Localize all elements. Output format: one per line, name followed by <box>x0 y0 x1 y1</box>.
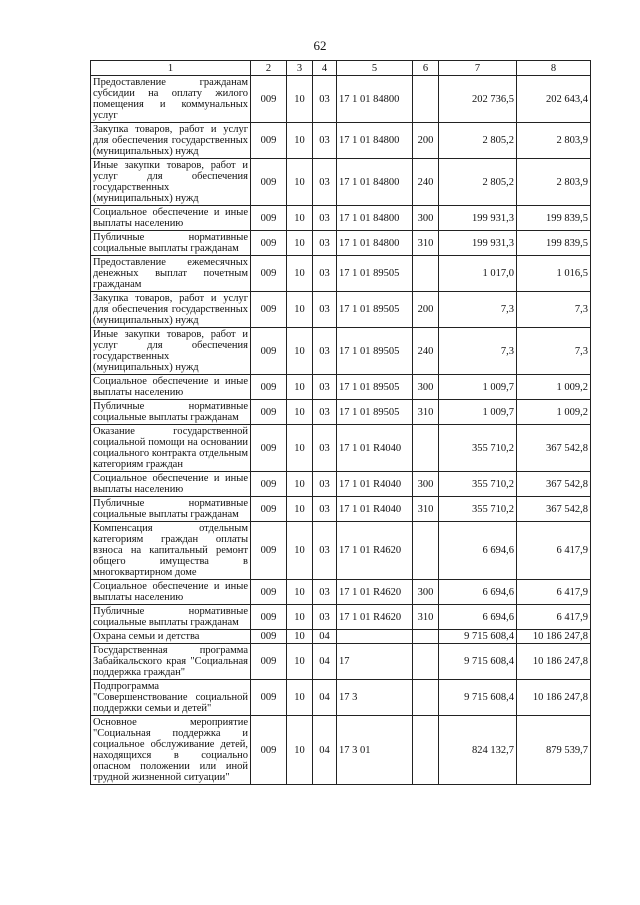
row-name-cell: Основное мероприятие "Социальная поддержка и социальное обслуживание детей, находящихся в социально опасном положении или иной трудной жизненной ситуации" <box>91 716 251 785</box>
expense-type-cell: 300 <box>413 472 439 497</box>
header-row <box>91 61 591 76</box>
target-article-cell: 17 1 01 R4620 <box>337 580 413 605</box>
table-row <box>91 123 591 159</box>
row-name-cell: Закупка товаров, работ и услуг для обеспечения государственных (муниципальных) нужд <box>91 292 251 328</box>
column-header-3: 3 <box>287 61 313 76</box>
target-article-cell: 17 1 01 R4620 <box>337 522 413 580</box>
amount-year2-cell: 199 839,5 <box>517 231 591 256</box>
column-header-4: 4 <box>313 61 337 76</box>
section-cell: 10 <box>287 680 313 716</box>
expense-type-cell: 200 <box>413 123 439 159</box>
subsection-cell: 03 <box>313 231 337 256</box>
expense-type-cell <box>413 76 439 123</box>
section-cell: 10 <box>287 425 313 472</box>
row-name-cell: Публичные нормативные социальные выплаты гражданам <box>91 605 251 630</box>
row-name-cell: Иные закупки товаров, работ и услуг для обеспечения государственных (муниципальных) нужд <box>91 328 251 375</box>
section-cell: 10 <box>287 375 313 400</box>
admin-code-cell: 009 <box>251 680 287 716</box>
target-article-cell: 17 1 01 89505 <box>337 256 413 292</box>
section-cell: 10 <box>287 580 313 605</box>
amount-year2-cell: 7,3 <box>517 328 591 375</box>
budget-table <box>90 60 591 785</box>
amount-year1-cell: 9 715 608,4 <box>439 680 517 716</box>
amount-year2-cell: 7,3 <box>517 292 591 328</box>
target-article-cell: 17 1 01 89505 <box>337 375 413 400</box>
table-row <box>91 231 591 256</box>
subsection-cell: 03 <box>313 580 337 605</box>
amount-year1-cell: 355 710,2 <box>439 472 517 497</box>
target-article-cell: 17 3 01 <box>337 716 413 785</box>
section-cell: 10 <box>287 716 313 785</box>
subsection-cell: 03 <box>313 292 337 328</box>
amount-year2-cell: 10 186 247,8 <box>517 680 591 716</box>
amount-year1-cell: 9 715 608,4 <box>439 644 517 680</box>
amount-year1-cell: 1 009,7 <box>439 400 517 425</box>
amount-year1-cell: 355 710,2 <box>439 497 517 522</box>
amount-year1-cell: 7,3 <box>439 328 517 375</box>
row-name-cell: Закупка товаров, работ и услуг для обеспечения государственных (муниципальных) нужд <box>91 123 251 159</box>
section-cell: 10 <box>287 159 313 206</box>
row-name-cell: Охрана семьи и детства <box>91 630 251 644</box>
column-header-5: 5 <box>337 61 413 76</box>
expense-type-cell <box>413 680 439 716</box>
section-cell: 10 <box>287 256 313 292</box>
admin-code-cell: 009 <box>251 605 287 630</box>
target-article-cell: 17 1 01 R4040 <box>337 497 413 522</box>
section-cell: 10 <box>287 206 313 231</box>
target-article-cell: 17 <box>337 644 413 680</box>
amount-year1-cell: 6 694,6 <box>439 605 517 630</box>
subsection-cell: 03 <box>313 400 337 425</box>
target-article-cell: 17 1 01 84800 <box>337 159 413 206</box>
section-cell: 10 <box>287 76 313 123</box>
amount-year2-cell: 367 542,8 <box>517 497 591 522</box>
subsection-cell: 03 <box>313 76 337 123</box>
row-name-cell: Предоставление гражданам субсидии на оплату жилого помещения и коммунальных услуг <box>91 76 251 123</box>
admin-code-cell: 009 <box>251 123 287 159</box>
subsection-cell: 03 <box>313 472 337 497</box>
amount-year2-cell: 202 643,4 <box>517 76 591 123</box>
column-header-8: 8 <box>517 61 591 76</box>
amount-year2-cell: 1 016,5 <box>517 256 591 292</box>
target-article-cell: 17 1 01 84800 <box>337 76 413 123</box>
subsection-cell: 04 <box>313 644 337 680</box>
table-row <box>91 716 591 785</box>
row-name-cell: Иные закупки товаров, работ и услуг для обеспечения государственных (муниципальных) нужд <box>91 159 251 206</box>
amount-year2-cell: 10 186 247,8 <box>517 630 591 644</box>
subsection-cell: 04 <box>313 716 337 785</box>
subsection-cell: 03 <box>313 206 337 231</box>
section-cell: 10 <box>287 630 313 644</box>
admin-code-cell: 009 <box>251 472 287 497</box>
expense-type-cell <box>413 630 439 644</box>
table-body <box>91 76 591 785</box>
expense-type-cell: 300 <box>413 580 439 605</box>
admin-code-cell: 009 <box>251 292 287 328</box>
amount-year1-cell: 2 805,2 <box>439 159 517 206</box>
column-header-2: 2 <box>251 61 287 76</box>
target-article-cell: 17 3 <box>337 680 413 716</box>
target-article-cell <box>337 630 413 644</box>
expense-type-cell: 300 <box>413 375 439 400</box>
section-cell: 10 <box>287 292 313 328</box>
target-article-cell: 17 1 01 R4040 <box>337 425 413 472</box>
table-row <box>91 630 591 644</box>
admin-code-cell: 009 <box>251 580 287 605</box>
target-article-cell: 17 1 01 89505 <box>337 292 413 328</box>
amount-year2-cell: 879 539,7 <box>517 716 591 785</box>
expense-type-cell <box>413 256 439 292</box>
admin-code-cell: 009 <box>251 159 287 206</box>
table-row <box>91 256 591 292</box>
amount-year1-cell: 7,3 <box>439 292 517 328</box>
amount-year1-cell: 199 931,3 <box>439 231 517 256</box>
table-row <box>91 375 591 400</box>
column-header-7: 7 <box>439 61 517 76</box>
admin-code-cell: 009 <box>251 231 287 256</box>
amount-year1-cell: 202 736,5 <box>439 76 517 123</box>
admin-code-cell: 009 <box>251 375 287 400</box>
amount-year2-cell: 2 803,9 <box>517 123 591 159</box>
section-cell: 10 <box>287 644 313 680</box>
expense-type-cell: 310 <box>413 497 439 522</box>
table-row <box>91 680 591 716</box>
table-row <box>91 522 591 580</box>
admin-code-cell: 009 <box>251 328 287 375</box>
table-row <box>91 425 591 472</box>
section-cell: 10 <box>287 522 313 580</box>
row-name-cell: Публичные нормативные социальные выплаты гражданам <box>91 497 251 522</box>
amount-year1-cell: 1 009,7 <box>439 375 517 400</box>
section-cell: 10 <box>287 328 313 375</box>
expense-type-cell: 240 <box>413 159 439 206</box>
admin-code-cell: 009 <box>251 716 287 785</box>
amount-year2-cell: 6 417,9 <box>517 605 591 630</box>
target-article-cell: 17 1 01 84800 <box>337 231 413 256</box>
subsection-cell: 03 <box>313 425 337 472</box>
admin-code-cell: 009 <box>251 400 287 425</box>
amount-year2-cell: 199 839,5 <box>517 206 591 231</box>
subsection-cell: 03 <box>313 375 337 400</box>
expense-type-cell: 310 <box>413 400 439 425</box>
amount-year1-cell: 6 694,6 <box>439 580 517 605</box>
amount-year1-cell: 2 805,2 <box>439 123 517 159</box>
table-row <box>91 400 591 425</box>
row-name-cell: Предоставление ежемесячных денежных выплат почетным гражданам <box>91 256 251 292</box>
expense-type-cell <box>413 716 439 785</box>
target-article-cell: 17 1 01 89505 <box>337 328 413 375</box>
admin-code-cell: 009 <box>251 644 287 680</box>
target-article-cell: 17 1 01 89505 <box>337 400 413 425</box>
page-number: 62 <box>313 38 327 53</box>
expense-type-cell <box>413 425 439 472</box>
expense-type-cell: 300 <box>413 206 439 231</box>
row-name-cell: Социальное обеспечение и иные выплаты населению <box>91 206 251 231</box>
table-row <box>91 605 591 630</box>
amount-year2-cell: 367 542,8 <box>517 425 591 472</box>
row-name-cell: Подпрограмма "Совершенствование социальной поддержки семьи и детей" <box>91 680 251 716</box>
row-name-cell: Оказание государственной социальной помощи на основании социального контракта отдельным категориям граждан <box>91 425 251 472</box>
admin-code-cell: 009 <box>251 425 287 472</box>
admin-code-cell: 009 <box>251 522 287 580</box>
amount-year2-cell: 6 417,9 <box>517 522 591 580</box>
row-name-cell: Публичные нормативные социальные выплаты гражданам <box>91 400 251 425</box>
row-name-cell: Публичные нормативные социальные выплаты гражданам <box>91 231 251 256</box>
amount-year2-cell: 10 186 247,8 <box>517 644 591 680</box>
amount-year2-cell: 1 009,2 <box>517 400 591 425</box>
admin-code-cell: 009 <box>251 76 287 123</box>
expense-type-cell <box>413 522 439 580</box>
column-header-6: 6 <box>413 61 439 76</box>
section-cell: 10 <box>287 605 313 630</box>
table-row <box>91 76 591 123</box>
subsection-cell: 03 <box>313 605 337 630</box>
amount-year1-cell: 355 710,2 <box>439 425 517 472</box>
expense-type-cell: 200 <box>413 292 439 328</box>
target-article-cell: 17 1 01 84800 <box>337 123 413 159</box>
subsection-cell: 03 <box>313 159 337 206</box>
amount-year2-cell: 2 803,9 <box>517 159 591 206</box>
column-header-1: 1 <box>91 61 251 76</box>
amount-year2-cell: 1 009,2 <box>517 375 591 400</box>
target-article-cell: 17 1 01 84800 <box>337 206 413 231</box>
row-name-cell: Государственная программа Забайкальского края "Социальная поддержка граждан" <box>91 644 251 680</box>
amount-year1-cell: 6 694,6 <box>439 522 517 580</box>
section-cell: 10 <box>287 472 313 497</box>
amount-year2-cell: 6 417,9 <box>517 580 591 605</box>
row-name-cell: Компенсация отдельным категориям граждан оплаты взноса на капитальный ремонт общего имущества в многоквартирном доме <box>91 522 251 580</box>
table-row <box>91 328 591 375</box>
subsection-cell: 03 <box>313 497 337 522</box>
amount-year1-cell: 199 931,3 <box>439 206 517 231</box>
admin-code-cell: 009 <box>251 630 287 644</box>
table-row <box>91 206 591 231</box>
row-name-cell: Социальное обеспечение и иные выплаты населению <box>91 580 251 605</box>
admin-code-cell: 009 <box>251 206 287 231</box>
section-cell: 10 <box>287 231 313 256</box>
subsection-cell: 03 <box>313 328 337 375</box>
table-row <box>91 497 591 522</box>
row-name-cell: Социальное обеспечение и иные выплаты населению <box>91 375 251 400</box>
table-row <box>91 472 591 497</box>
table-row <box>91 292 591 328</box>
row-name-cell: Социальное обеспечение и иные выплаты населению <box>91 472 251 497</box>
target-article-cell: 17 1 01 R4620 <box>337 605 413 630</box>
amount-year2-cell: 367 542,8 <box>517 472 591 497</box>
section-cell: 10 <box>287 123 313 159</box>
amount-year1-cell: 9 715 608,4 <box>439 630 517 644</box>
admin-code-cell: 009 <box>251 497 287 522</box>
subsection-cell: 03 <box>313 256 337 292</box>
target-article-cell: 17 1 01 R4040 <box>337 472 413 497</box>
amount-year1-cell: 824 132,7 <box>439 716 517 785</box>
admin-code-cell: 009 <box>251 256 287 292</box>
expense-type-cell: 240 <box>413 328 439 375</box>
table-row <box>91 580 591 605</box>
section-cell: 10 <box>287 497 313 522</box>
section-cell: 10 <box>287 400 313 425</box>
subsection-cell: 03 <box>313 522 337 580</box>
table-row <box>91 644 591 680</box>
subsection-cell: 03 <box>313 123 337 159</box>
expense-type-cell: 310 <box>413 231 439 256</box>
table-row <box>91 159 591 206</box>
expense-type-cell <box>413 644 439 680</box>
expense-type-cell: 310 <box>413 605 439 630</box>
amount-year1-cell: 1 017,0 <box>439 256 517 292</box>
subsection-cell: 04 <box>313 680 337 716</box>
subsection-cell: 04 <box>313 630 337 644</box>
